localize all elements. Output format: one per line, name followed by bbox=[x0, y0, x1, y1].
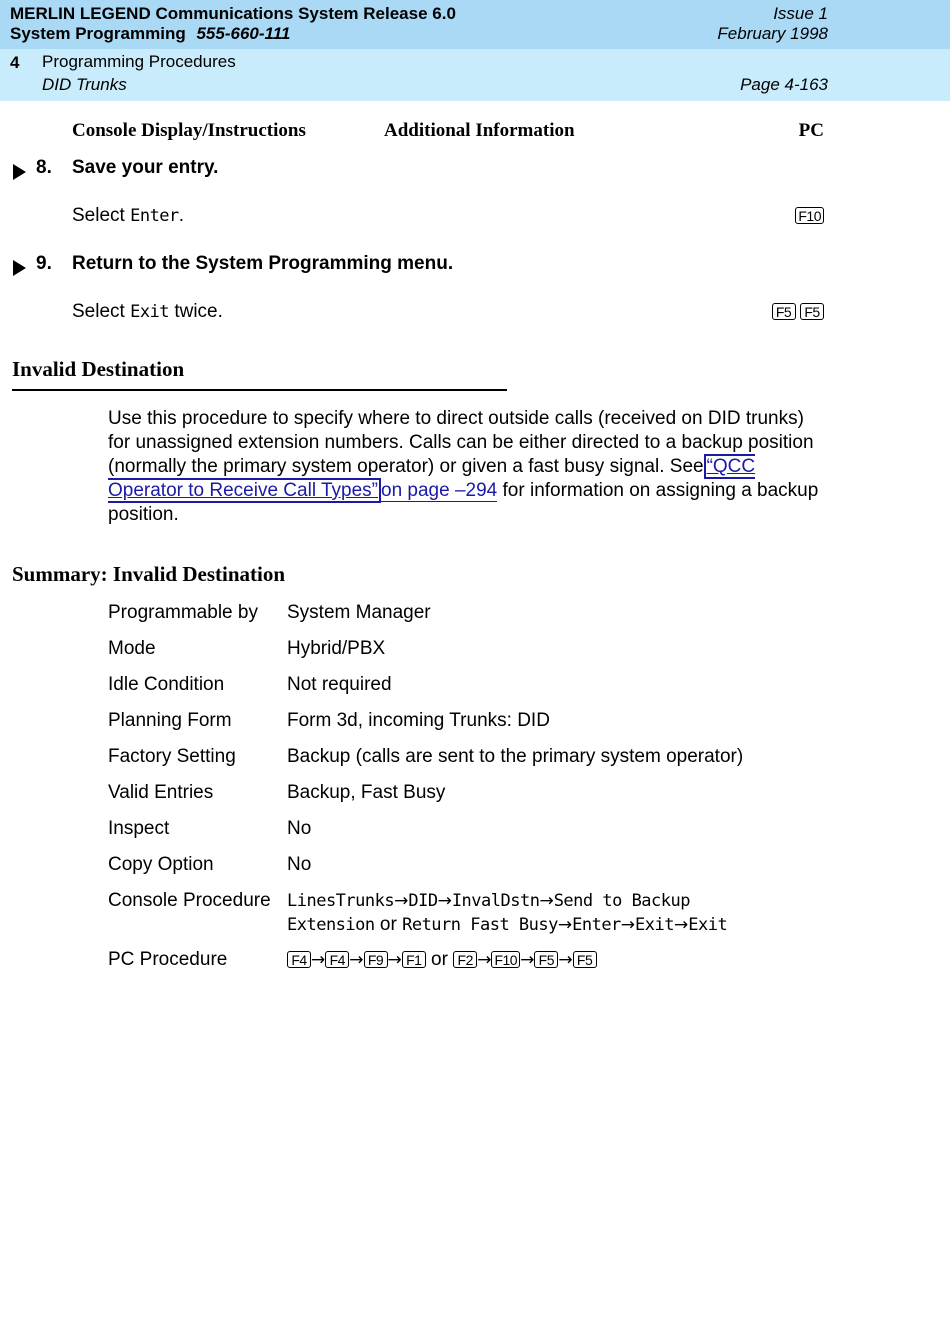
arrow-icon: → bbox=[520, 950, 535, 970]
instruction-prefix: Select bbox=[72, 205, 125, 226]
summary-label: Idle Condition bbox=[108, 674, 225, 695]
page-reference-link[interactable]: on page –294 bbox=[381, 480, 498, 501]
step-marker-icon bbox=[13, 260, 26, 276]
arrow-icon: → bbox=[477, 950, 492, 970]
console-command: InvalDstn bbox=[451, 891, 540, 911]
function-key: F5 bbox=[772, 303, 796, 320]
summary-value: No bbox=[287, 818, 312, 839]
console-command: Extension bbox=[287, 915, 375, 935]
function-key: F5 bbox=[800, 303, 824, 320]
summary-label: Programmable by bbox=[108, 602, 258, 623]
function-key: F4 bbox=[325, 951, 349, 968]
arrow-icon: → bbox=[539, 891, 554, 911]
doc-number: 555-660-111 bbox=[196, 24, 291, 43]
function-key: F10 bbox=[491, 951, 520, 968]
console-command: LinesTrunks bbox=[287, 891, 395, 911]
console-command: Return Fast Busy bbox=[402, 915, 558, 935]
summary-label: Console Procedure bbox=[108, 890, 271, 911]
step-9-pc-keys bbox=[772, 303, 824, 321]
function-key: F2 bbox=[453, 951, 477, 968]
chapter-title: Programming Procedures bbox=[42, 52, 236, 71]
step-8-instruction bbox=[72, 204, 184, 228]
arrow-icon: → bbox=[349, 950, 364, 970]
doc-title: MERLIN LEGEND Communications System Release 6.0 bbox=[10, 4, 456, 23]
column-console: Console Display/Instructions bbox=[72, 120, 306, 141]
or-text: or bbox=[379, 914, 397, 935]
summary-label: Planning Form bbox=[108, 710, 232, 731]
doc-subtitle bbox=[10, 24, 290, 44]
chapter-number: 4 bbox=[10, 53, 20, 72]
step-8-title: Save your entry. bbox=[72, 157, 219, 178]
summary-heading: Summary: Invalid Destination bbox=[12, 562, 286, 586]
function-key: F5 bbox=[534, 951, 558, 968]
arrow-icon: → bbox=[387, 950, 402, 970]
instruction-prefix: Select bbox=[72, 301, 125, 322]
section-title: DID Trunks bbox=[42, 75, 127, 94]
arrow-icon: → bbox=[620, 915, 636, 935]
function-key: F5 bbox=[573, 951, 597, 968]
summary-label: PC Procedure bbox=[108, 949, 228, 970]
arrow-icon: → bbox=[437, 891, 452, 911]
console-command: Enter bbox=[130, 206, 179, 226]
console-command: Exit bbox=[130, 302, 170, 322]
summary-label: Inspect bbox=[108, 818, 170, 839]
step-9-instruction bbox=[72, 300, 223, 324]
function-key: F9 bbox=[364, 951, 388, 968]
arrow-icon: → bbox=[557, 915, 573, 935]
function-key: F1 bbox=[402, 951, 426, 968]
paragraph-text-2: for information on assigning a backup position. bbox=[108, 480, 819, 525]
cross-reference-link[interactable]: “QCC Operator to Receive Call Types” bbox=[108, 456, 756, 501]
step-9-title: Return to the System Programming menu. bbox=[72, 253, 454, 274]
console-command: Exit bbox=[688, 915, 728, 935]
summary-value: Backup (calls are sent to the primary system operator) bbox=[287, 746, 744, 767]
column-additional: Additional Information bbox=[384, 120, 575, 141]
paragraph-text-1: Use this procedure to specify where to direct outside calls (received on DID trunks) for unassigned extension numbers. Calls can be either directed to a backup position (normally the primary system operator) or given a fast busy signal. See bbox=[108, 408, 814, 477]
console-procedure-line-2 bbox=[287, 913, 727, 937]
arrow-icon: → bbox=[558, 950, 573, 970]
column-pc: PC bbox=[798, 120, 824, 141]
function-key: F4 bbox=[287, 951, 311, 968]
function-key: F10 bbox=[795, 207, 824, 224]
page-number: Page 4-163 bbox=[740, 75, 828, 94]
summary-label: Mode bbox=[108, 638, 156, 659]
step-marker-icon bbox=[13, 164, 26, 180]
section-rule bbox=[12, 389, 507, 391]
summary-label: Factory Setting bbox=[108, 746, 236, 767]
or-text: or bbox=[431, 949, 448, 970]
summary-value: System Manager bbox=[287, 602, 431, 623]
arrow-icon: → bbox=[674, 915, 689, 935]
section-paragraph bbox=[108, 407, 828, 527]
section-heading: Invalid Destination bbox=[12, 357, 185, 381]
issue-date: February 1998 bbox=[717, 24, 828, 43]
console-command: DID bbox=[408, 891, 438, 911]
arrow-icon: → bbox=[311, 950, 326, 970]
console-command: Send to Backup bbox=[553, 891, 690, 911]
step-9-number: 9. bbox=[36, 253, 52, 274]
arrow-icon: → bbox=[394, 891, 409, 911]
summary-value: No bbox=[287, 854, 312, 875]
step-8-number: 8. bbox=[36, 157, 52, 178]
subtitle-text: System Programming bbox=[10, 24, 186, 43]
console-command: Enter bbox=[572, 915, 621, 935]
summary-value: Backup, Fast Busy bbox=[287, 782, 446, 803]
summary-label: Copy Option bbox=[108, 854, 214, 875]
issue: Issue 1 bbox=[773, 4, 828, 23]
summary-value: Not required bbox=[287, 674, 392, 695]
summary-value: Form 3d, incoming Trunks: DID bbox=[287, 710, 550, 731]
step-8-pc-keys bbox=[795, 207, 824, 225]
pc-procedure-keys bbox=[287, 948, 597, 972]
console-command: Exit bbox=[635, 915, 674, 935]
summary-value: Hybrid/PBX bbox=[287, 638, 386, 659]
console-procedure-line-1 bbox=[287, 889, 690, 913]
instruction-suffix: twice. bbox=[174, 301, 223, 322]
instruction-suffix: . bbox=[178, 205, 185, 226]
summary-label: Valid Entries bbox=[108, 782, 214, 803]
